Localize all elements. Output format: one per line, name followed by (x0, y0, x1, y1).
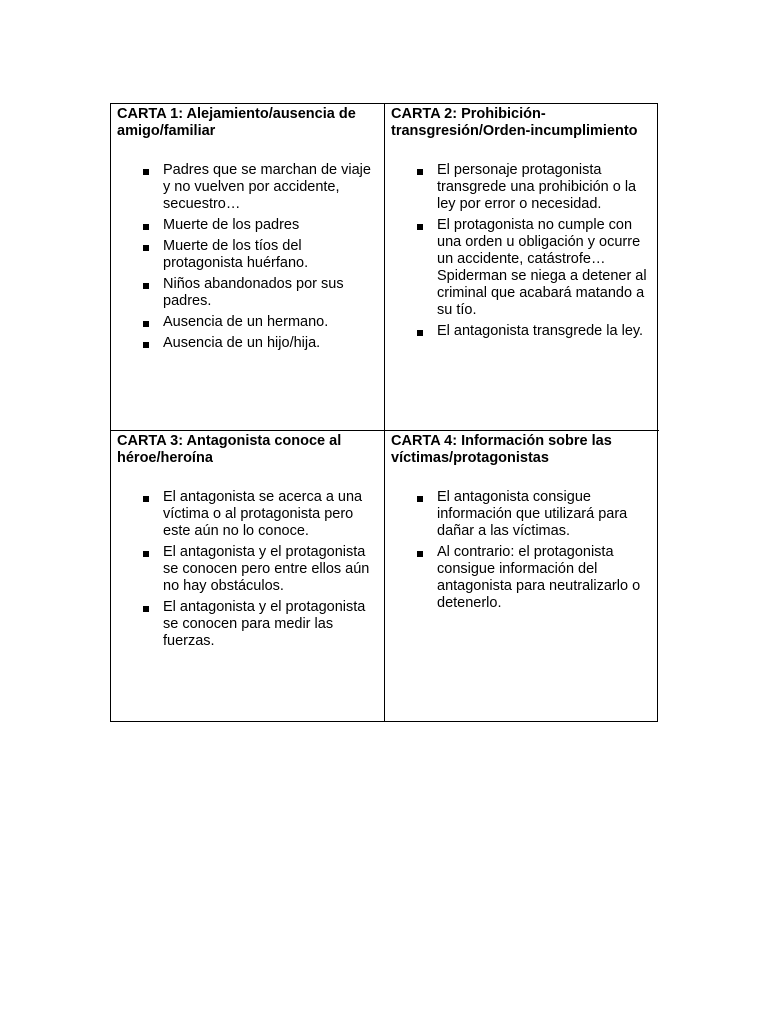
card-title: CARTA 4: Información sobre las víctimas/protagonistas (391, 433, 612, 466)
square-bullet-icon (143, 245, 149, 251)
list-item-text: Niños abandonados por sus padres. (163, 276, 344, 309)
card-1 (111, 104, 385, 431)
cards-table (110, 103, 658, 722)
list-item (143, 540, 378, 595)
card-4 (385, 431, 659, 721)
list-item (143, 158, 378, 213)
list-item (143, 234, 378, 272)
card-item-list (117, 485, 378, 650)
square-bullet-icon (417, 224, 423, 230)
card-title: CARTA 3: Antagonista conoce al héroe/heroína (117, 433, 342, 466)
list-item-text: El antagonista y el protagonista se conocen para medir las fuerzas. (163, 599, 366, 649)
list-item (143, 485, 378, 540)
card-title: CARTA 2: Prohibición-transgresión/Orden-incumplimiento (391, 106, 638, 139)
square-bullet-icon (143, 321, 149, 327)
list-item (417, 485, 653, 540)
card-item-list (391, 158, 653, 340)
list-item (417, 319, 653, 340)
list-item-text: Ausencia de un hermano. (163, 314, 329, 330)
list-item (143, 310, 378, 331)
square-bullet-icon (417, 551, 423, 557)
list-item-text: Ausencia de un hijo/hija. (163, 335, 321, 351)
list-item-text: El antagonista consigue información que utilizará para dañar a las víctimas. (437, 489, 628, 539)
list-item (417, 213, 653, 319)
card-item-list (391, 485, 653, 612)
list-item (143, 331, 378, 352)
list-item (143, 213, 378, 234)
card-2 (385, 104, 659, 431)
square-bullet-icon (143, 283, 149, 289)
list-item-text: Padres que se marchan de viaje y no vuelven por accidente, secuestro… (163, 162, 371, 212)
list-item (417, 540, 653, 612)
square-bullet-icon (143, 342, 149, 348)
card-3 (111, 431, 385, 721)
list-item-text: El antagonista se acerca a una víctima o al protagonista pero este aún no lo conoce. (163, 489, 363, 539)
square-bullet-icon (143, 169, 149, 175)
square-bullet-icon (143, 496, 149, 502)
list-item-text: El antagonista transgrede la ley. (437, 323, 644, 339)
square-bullet-icon (417, 496, 423, 502)
square-bullet-icon (417, 330, 423, 336)
list-item-text: El personaje protagonista transgrede una prohibición o la ley por error o necesidad. (437, 162, 637, 212)
list-item (143, 272, 378, 310)
list-item-text: Muerte de los tíos del protagonista huérfano. (163, 238, 309, 271)
list-item-text: El antagonista y el protagonista se conocen pero entre ellos aún no hay obstáculos. (163, 544, 370, 594)
list-item-text: Muerte de los padres (163, 217, 300, 233)
list-item-text: El protagonista no cumple con una orden u obligación y ocurre un accidente, catástrofe… Spiderman se niega a detener al criminal que acabará matando a su tío. (437, 217, 647, 318)
list-item (143, 595, 378, 650)
card-title: CARTA 1: Alejamiento/ausencia de amigo/familiar (117, 106, 356, 139)
square-bullet-icon (417, 169, 423, 175)
square-bullet-icon (143, 551, 149, 557)
square-bullet-icon (143, 224, 149, 230)
list-item (417, 158, 653, 213)
card-item-list (117, 158, 378, 352)
square-bullet-icon (143, 606, 149, 612)
list-item-text: Al contrario: el protagonista consigue información del antagonista para neutralizarlo o detenerlo. (437, 544, 641, 611)
